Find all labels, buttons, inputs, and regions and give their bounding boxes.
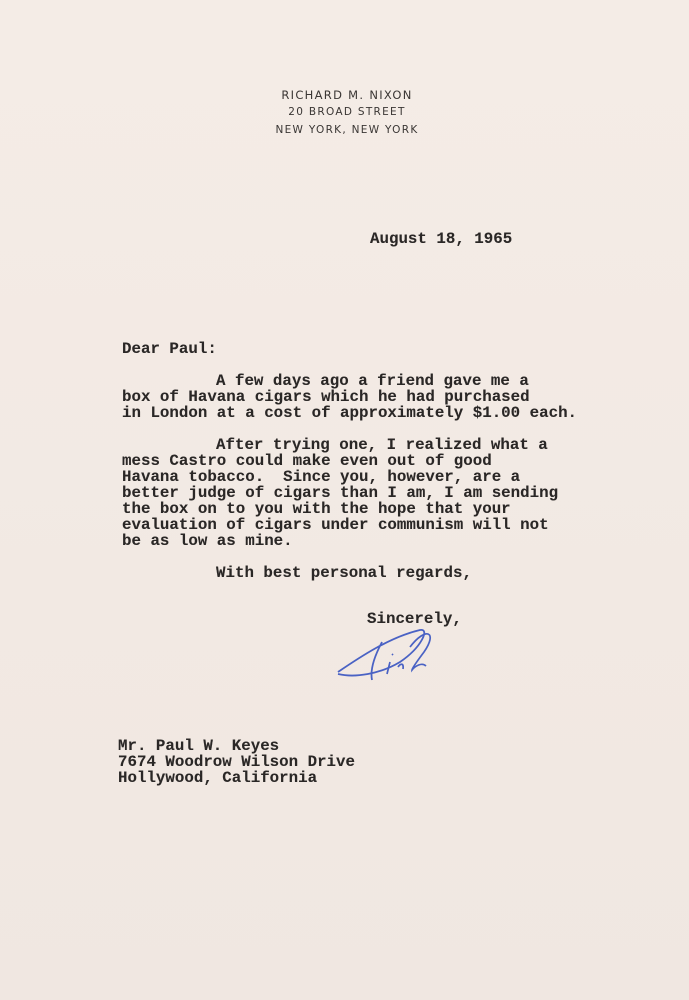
- letterhead-name: RICHARD M. NIXON: [281, 88, 413, 102]
- letter-date: August 18, 1965: [370, 230, 513, 248]
- body-line: evaluation of cigars under communism will not: [122, 516, 549, 534]
- recipient-city: Hollywood, California: [118, 769, 318, 787]
- body-line: the box on to you with the hope that your: [122, 500, 511, 518]
- body-line: After trying one, I realized what a: [216, 436, 548, 454]
- body-line: in London at a cost of approximately $1.00 each.: [122, 404, 578, 422]
- body-line: Havana tobacco. Since you, however, are a: [122, 468, 521, 486]
- letterhead-city: NEW YORK, NEW YORK: [275, 124, 419, 136]
- recipient-street: 7674 Woodrow Wilson Drive: [118, 753, 355, 771]
- body-line: better judge of cigars than I am, I am sending: [122, 484, 559, 502]
- salutation: Dear Paul:: [122, 340, 217, 358]
- letterhead-street: 20 BROAD STREET: [288, 106, 406, 118]
- closing: Sincerely,: [367, 610, 462, 628]
- body-line: be as low as mine.: [122, 532, 293, 550]
- body-line: A few days ago a friend gave me a: [216, 372, 529, 390]
- body-line: mess Castro could make even out of good: [122, 452, 492, 470]
- signature-dick: [330, 622, 450, 692]
- regards-line: With best personal regards,: [216, 564, 472, 582]
- body-line: box of Havana cigars which he had purchased: [122, 388, 530, 406]
- recipient-name: Mr. Paul W. Keyes: [118, 737, 280, 755]
